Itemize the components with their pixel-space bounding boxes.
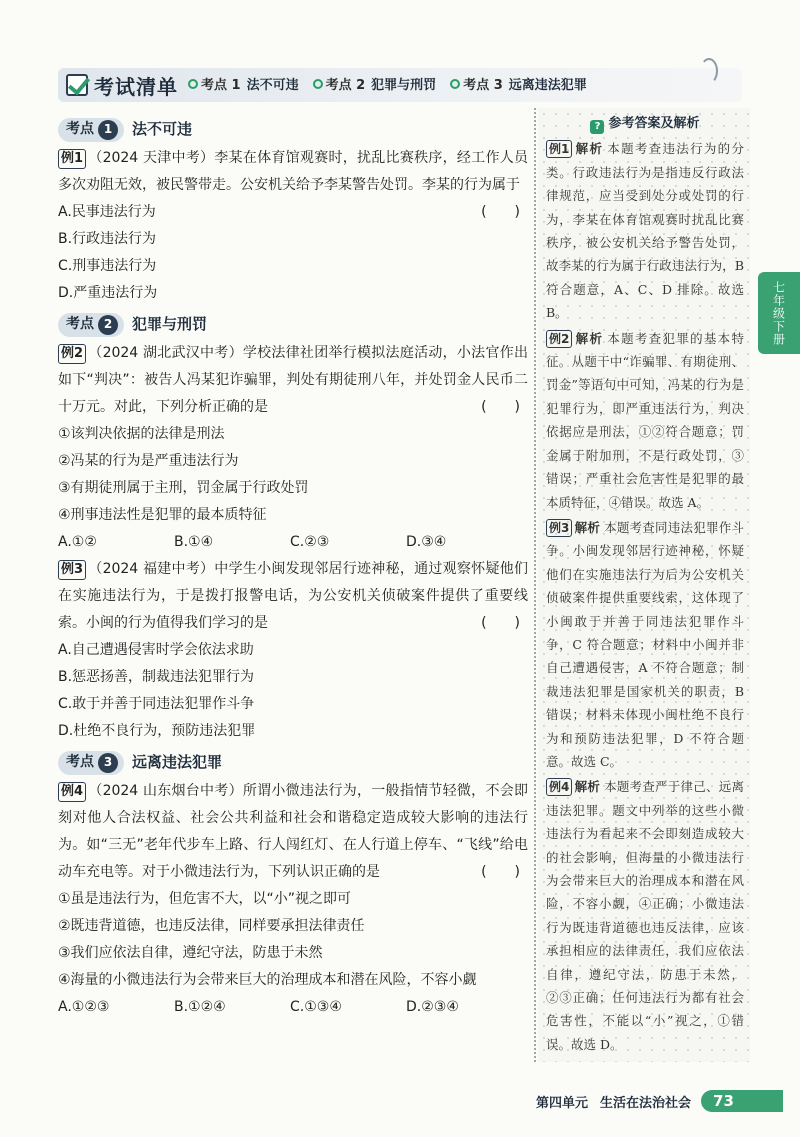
key-icon: ?	[590, 120, 604, 134]
statement: ①虽是违法行为，但危害不大，以“小”视之即可	[58, 891, 352, 907]
page-footer	[536, 1090, 783, 1112]
banner-item-tag: 考点 2	[325, 78, 366, 93]
section-tag-label: 考点	[66, 316, 94, 332]
section-tag	[58, 313, 124, 337]
option: A.①②	[58, 534, 97, 550]
option: C.刑事违法行为	[58, 258, 157, 274]
answers-title-text: 参考答案及解析	[608, 116, 700, 131]
answer-item	[546, 137, 744, 324]
section-tag	[58, 118, 124, 142]
analysis-text: 本题考查违法行为的分类。行政违法行为是指违反行政法律规范，应当受到处分或处罚的行为，李某在体育馆观赛时扰乱比赛秩序，被公安机关给予警告处罚，故李某的行为属于行政违法行为，B 符合题意，A、C、D 排除。故选 B。	[546, 141, 744, 321]
section-title: 法不可违	[132, 120, 193, 138]
section-title: 犯罪与刑罚	[132, 315, 208, 333]
example-label: 例1	[58, 149, 86, 169]
option: C.①③④	[290, 999, 342, 1015]
banner-item-2	[313, 74, 437, 93]
banner-item-1	[188, 74, 299, 93]
analysis-text: 本题考查同违法犯罪作斗争。小闽发现邻居行迹神秘，怀疑他们在实施违法行为后为公安机关侦破案件提供重要线索，这体现了小闽敢于并善于同违法犯罪作斗争，C 符合题意；材料中小闽并非自己遭遇侵害，A 不符合题意；制裁违法犯罪是国家机关的职责，B 错误；材料未体现小闽杜绝不良行为和预防违法犯罪，D 不符合题意。故选 C。	[546, 519, 744, 769]
answer-paren: ( )	[481, 399, 520, 415]
option: B.①④	[174, 534, 214, 550]
option: B.惩恶扬善，制裁违法犯罪行为	[58, 669, 255, 685]
analysis-label: 解析	[574, 519, 601, 535]
answer-paren: ( )	[481, 204, 520, 220]
banner-title-text: 考试清单	[94, 74, 178, 99]
option: C.敢于并善于同违法犯罪作斗争	[58, 696, 255, 712]
option: B.行政违法行为	[58, 231, 157, 247]
banner-items	[188, 74, 587, 93]
analysis-text: 本题考查犯罪的基本特征。从题干中“诈骗罪、有期徒刑、罚金”等语句中可知，冯某的行为是犯罪行为，即严重违法行为，判决依据应是刑法，①②符合题意；罚金属于附加刑，不是行政处罚，③错误；严重社会危害性是犯罪的最本质特征，④错误。故选 A。	[546, 330, 744, 510]
example-label: 例2	[546, 330, 572, 348]
analysis-label: 解析	[574, 779, 601, 795]
analysis-text: 本题考查严于律己、远离违法犯罪。题文中列举的这些小微违法行为看起来不会即刻造成较大的社会影响，但海量的小微违法行为会带来巨大的治理成本和潜在风险，不容小觑，④正确；小微违法行为既违背道德也违反法律，应该承担相应的法律责任，我们应依法自律，遵纪守法，防患于未然，②③正确；任何违法行为都有社会危害性，不能以“小”视之，①错误。故选 D。	[546, 779, 744, 1052]
analysis-label: 解析	[574, 330, 604, 346]
section-header	[58, 311, 528, 338]
statement: ①该判决依据的法律是刑法	[58, 426, 225, 442]
example-label: 例4	[546, 778, 572, 796]
banner-item-name: 远离违法犯罪	[508, 78, 587, 93]
answer-paren: ( )	[481, 615, 520, 631]
banner-item-name: 犯罪与刑罚	[371, 78, 437, 93]
answer-item	[546, 775, 744, 1056]
question-stem	[58, 340, 528, 421]
statement: ②冯某的行为是严重违法行为	[58, 453, 239, 469]
dot-icon	[313, 79, 323, 89]
section-number: 1	[98, 120, 118, 140]
decorative-swirl-icon	[700, 58, 718, 84]
dot-icon	[188, 79, 198, 89]
answer-item	[546, 516, 744, 773]
option: A.民事违法行为	[58, 204, 156, 220]
example-label: 例3	[546, 519, 572, 537]
options-row	[58, 529, 528, 556]
question-stem	[58, 778, 528, 886]
section-header	[58, 116, 528, 143]
example-label: 例1	[546, 140, 572, 158]
question-text: （2024 山东烟台中考）所谓小微违法行为，一般指情节轻微，不会即刻对他人合法权益、社会公共利益和社会和谐稳定造成较大影响的违法行为。如“三无”老年代步车上路、行人闯红灯、在人行道上停车、“飞线”给电动车充电等。对于小微违法行为，下列认识正确的是	[58, 783, 528, 880]
banner-item-3	[450, 74, 587, 93]
section-tag-label: 考点	[66, 121, 94, 137]
answers-title	[546, 112, 744, 135]
section-header	[58, 749, 528, 776]
section-number: 3	[98, 753, 118, 773]
section-number: 2	[98, 315, 118, 335]
footer-unit: 第四单元	[536, 1095, 589, 1111]
option: A.自己遭遇侵害时学会依法求助	[58, 642, 254, 658]
answer-item	[546, 327, 744, 514]
example-label: 例2	[58, 344, 86, 364]
checkbox-icon	[66, 74, 88, 96]
section-tag	[58, 751, 124, 775]
question-stem	[58, 556, 528, 637]
banner-title	[66, 70, 178, 100]
statement: ④海量的小微违法行为会带来巨大的治理成本和潜在风险，不容小觑	[58, 972, 477, 988]
section-title: 远离违法犯罪	[132, 753, 223, 771]
option: D.杜绝不良行为，预防违法犯罪	[58, 723, 256, 739]
options-row	[58, 994, 528, 1021]
question-text: （2024 天津中考）李某在体育馆观赛时，扰乱比赛秩序，经工作人员多次劝阻无效，被民警带走。公安机关给予李某警告处罚。李某的行为属于	[58, 150, 528, 193]
analysis-label: 解析	[574, 141, 604, 157]
option: C.②③	[290, 534, 330, 550]
banner-item-tag: 考点 1	[201, 78, 241, 93]
option: D.②③④	[406, 999, 459, 1015]
example-label: 例4	[58, 782, 86, 802]
statement: ③有期徒刑属于主刑，罚金属于行政处罚	[58, 480, 309, 496]
banner-item-name: 法不可违	[246, 78, 299, 93]
option: D.③④	[406, 534, 447, 550]
statement: ④刑事违法性是犯罪的最本质特征	[58, 507, 267, 523]
footer-title: 生活在法治社会	[600, 1095, 692, 1111]
statement: ②既违背道德，也违反法律，同样要承担法律责任	[58, 918, 365, 934]
dot-icon	[450, 79, 460, 89]
side-tab-label: 七年级下册	[771, 280, 786, 346]
answer-paren: ( )	[481, 864, 520, 880]
option: B.①②④	[174, 999, 226, 1015]
option: D.严重违法行为	[58, 285, 158, 301]
statement: ③我们应依法自律，遵纪守法，防患于未然	[58, 945, 323, 961]
grade-side-tab	[758, 272, 800, 354]
banner-item-tag: 考点 3	[463, 78, 503, 93]
example-label: 例3	[58, 560, 86, 580]
section-tag-label: 考点	[66, 754, 94, 770]
answers-column	[546, 112, 744, 1058]
column-divider	[534, 108, 536, 1062]
questions-column	[58, 112, 528, 1021]
question-text: （2024 福建中考）中学生小闽发现邻居行迹神秘，通过观察怀疑他们在实施违法行为，于是拨打报警电话，为公安机关侦破案件提供了重要线索。小闽的行为值得我们学习的是	[58, 561, 528, 631]
page-number: 73	[701, 1090, 783, 1112]
question-text: （2024 湖北武汉中考）学校法律社团举行模拟法庭活动，小法官作出如下“判决”：被告人冯某犯诈骗罪，判处有期徒刑八年，并处罚金人民币二十万元。对此，下列分析正确的是	[58, 345, 528, 415]
option: A.①②③	[58, 999, 110, 1015]
